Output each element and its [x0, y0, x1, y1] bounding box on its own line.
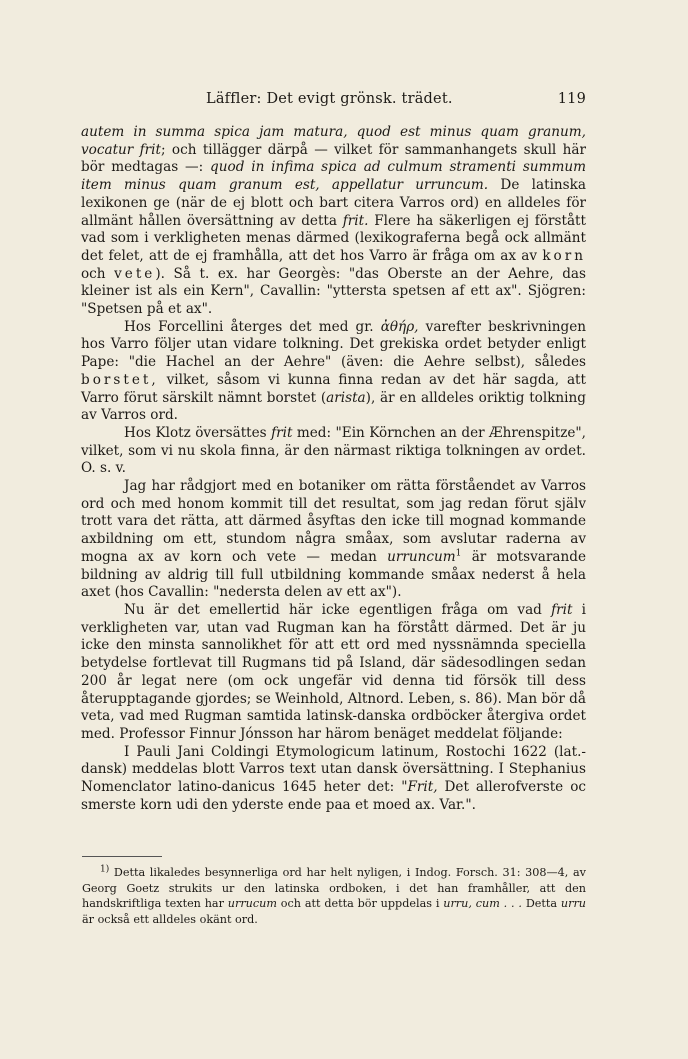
- body-text: [81, 124, 586, 814]
- paragraph-6: I Pauli Jani Coldingi Etymologicum latinum, Rostochi 1622 (lat.-dansk) meddelas blott Varros text utan dansk översättning. I Stephanius Nomenclator latino-danicus 1645 heter det: "Frit, Det allerofverste oc smerste korn udi den yderste ende paa et moed ax. Var.".: [81, 743, 586, 813]
- paragraph-5: Nu är det emellertid här icke egentligen fråga om vad frit i verkligheten var, utan vad Rugman kan ha förstått därmed. Det är ju icke den minsta sannolikhet för att ett ord med nyssnämnda speciella betydelse fortlevat till Rugmans tid på Island, där sädesodlingen sedan 200 år legat nere (om ock ungefär vid denna tid försök till dess återupptagande gjordes; se Weinhold, Altnord. Leben, s. 86). Man bör då veta, vad med Rugman samtida latinsk-danska ordböcker återgiva ordet med. Professor Finnur Jónsson har härom benäget meddelat följande:: [81, 601, 586, 742]
- term-frit: frit: [271, 424, 293, 441]
- spaced-term: borstet,: [81, 371, 159, 388]
- paragraph-2: Hos Forcellini återges det med gr. ἀθήρ, varefter beskrivningen hos Varro följer utan vidare tolkning. Det grekiska ordet betyder enligt Pape: "die Hachel an der Aehre" (även: die Aehre selbst), således borstet, vilket, såsom vi kunna finna redan av det här sagda, att Varro förut särskilt nämnt borstet (arista), är en alldeles oriktig tolkning av Varros ord.: [81, 318, 586, 424]
- term-frit: frit.: [342, 212, 369, 229]
- spaced-term: korn: [542, 247, 586, 264]
- footnote-1: $^{1)}$ Detta likaledes besynnerliga ord har helt nyligen, i Indog. Forsch. 31: 308—4, av Georg Goetz strukits ur den latinska ordboken, i det han framhåller, att den handskriftliga texten har urrucum och att detta bör uppdelas i urru, cum . . . Detta urru är också ett alldeles okänt ord.: [82, 864, 587, 926]
- paragraph-3: Hos Klotz översättes frit med: "Ein Körnchen an der Æhrenspitze", vilket, som vi nu skola finna, är den närmast riktiga tolkningen av ordet. O. s. v.: [81, 424, 586, 477]
- term-frit: frit: [551, 601, 573, 618]
- footnote-divider: [82, 856, 162, 857]
- term-arista: arista: [326, 389, 366, 406]
- running-title: Läffler: Det evigt grönsk. trädet.: [206, 91, 453, 107]
- footnotes: [82, 865, 586, 927]
- footnote-marker: 1): [100, 864, 110, 875]
- greek-term: ἀθήρ,: [380, 318, 419, 335]
- term-urrucum: urrucum: [227, 897, 277, 911]
- paragraph-4: Jag har rådgjort med en botaniker om rätta förståendet av Varros ord och med honom kommit till det resultat, som jag redan förut själv trott vara det rätta, att därmed åsyftas den icke till mognad kommande axbildning om ett, stundom några småax, som avslutar raderna av mogna ax av korn och vete — medan urruncum$^1$ är motsvarande bildning av aldrig till full utbildning kommande småax nederst å hela axet (hos Cavallin: "nedersta delen av ett ax").: [81, 478, 586, 601]
- term-frit: "Frit,: [401, 779, 438, 796]
- term-urru-cum: urru, cum . . .: [443, 897, 522, 911]
- paragraph-1: autem in summa spica jam matura, quod est minus quam granum, vocatur frit; och tillägger därpå — vilket för sammanhangets skull här bör medtagas —: quod in infima spica ad culmum stramenti summum item minus quam granum est, appellatur urruncum. De latinska lexikonen ge (när de ej blott och bart citera Varros ord) en alldeles för allmänt hållen översättning av detta frit. Flere ha säkerligen ej förstått vad som i verkligheten menas därmed (lexikograferna begå ock allmänt det felet, att de ej framhålla, att det hos Varro är fråga om ax av korn och vete). Så t. ex. har Georgès: "das Oberste an der Aehre, das kleiner ist als ein Kern", Cavallin: "yttersta spetsen af ett ax". Sjögren: "Spetsen på et ax".: [81, 124, 586, 318]
- page-number: 119: [557, 91, 586, 107]
- footnote-reference[interactable]: 1: [455, 548, 462, 559]
- term-urru: urru: [560, 897, 587, 911]
- latin-quote: autem in summa spica jam matura, quod est minus quam granum, vocatur frit: [81, 124, 586, 158]
- latin-quote: quod in infima spica ad culmum stramenti summum item minus quam granum est, appellatur urruncum.: [81, 159, 586, 194]
- spaced-term: vete: [114, 265, 156, 282]
- term-urruncum: urruncum: [387, 548, 456, 565]
